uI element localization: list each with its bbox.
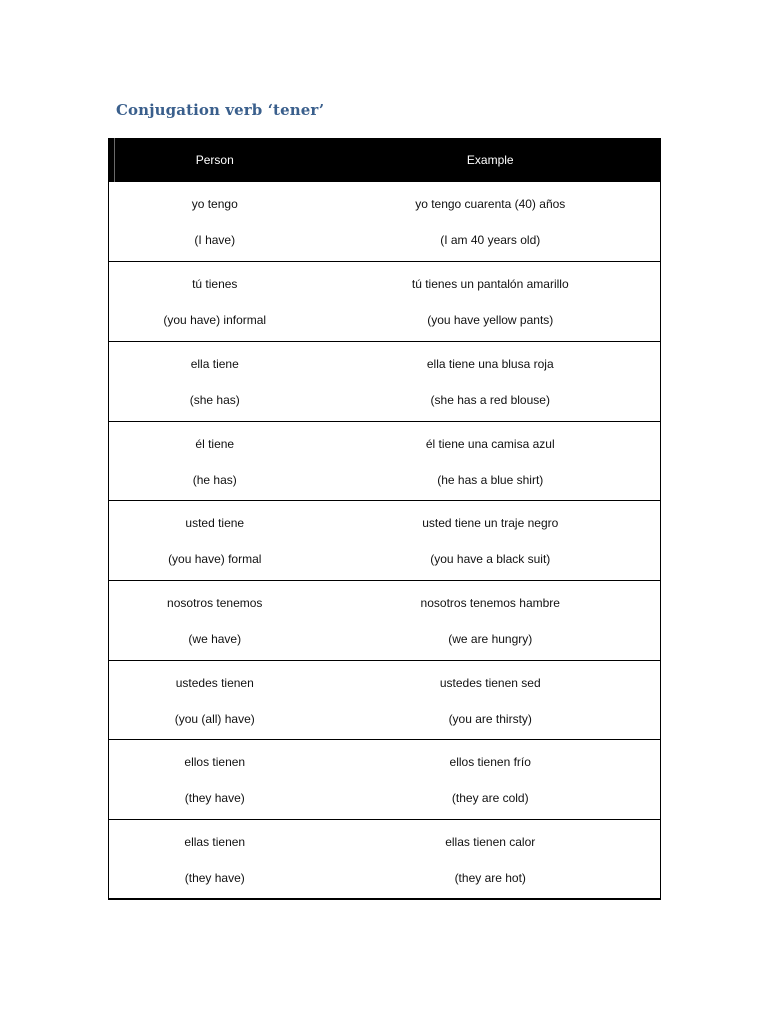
example-spanish: él tiene una camisa azul bbox=[425, 436, 555, 451]
person-cell bbox=[109, 421, 321, 501]
example-spanish: ellas tienen calor bbox=[445, 835, 536, 849]
table-row bbox=[109, 580, 661, 660]
example-english: (he has a blue shirt) bbox=[437, 472, 544, 487]
person-english: (they have) bbox=[184, 871, 245, 885]
table-row bbox=[109, 262, 661, 342]
example-spanish: tú tienes un pantalón amarillo bbox=[411, 277, 569, 292]
person-english: (we have) bbox=[188, 631, 242, 646]
table-row bbox=[109, 182, 661, 262]
table-row bbox=[109, 421, 661, 501]
person-cell bbox=[109, 740, 321, 820]
person-english: (they have) bbox=[184, 791, 245, 806]
example-english: (we are hungry) bbox=[448, 631, 533, 646]
example-english: (you have yellow pants) bbox=[427, 313, 554, 328]
example-english: (they are hot) bbox=[454, 871, 526, 885]
table-row bbox=[109, 341, 661, 421]
person-english: (you (all) have) bbox=[174, 711, 255, 726]
example-cell bbox=[321, 421, 661, 501]
person-cell bbox=[109, 820, 321, 900]
example-english: (you have a black suit) bbox=[430, 552, 551, 567]
table-header-row bbox=[109, 138, 661, 182]
page-title: Conjugation verb ‘tener’ bbox=[116, 101, 325, 119]
example-spanish: ustedes tienen sed bbox=[439, 675, 541, 690]
person-cell bbox=[109, 182, 321, 262]
person-english: (I have) bbox=[194, 233, 236, 247]
example-english: (she has a red blouse) bbox=[430, 392, 550, 407]
example-cell bbox=[321, 262, 661, 342]
example-spanish: nosotros tenemos hambre bbox=[420, 595, 560, 610]
example-spanish: ella tiene una blusa roja bbox=[426, 356, 554, 371]
table-row bbox=[109, 820, 661, 900]
person-spanish: él tiene bbox=[195, 436, 235, 451]
example-cell bbox=[321, 501, 661, 581]
person-english: (he has) bbox=[192, 472, 237, 487]
example-cell bbox=[321, 580, 661, 660]
example-cell bbox=[321, 182, 661, 262]
example-spanish: ellos tienen frío bbox=[449, 755, 531, 770]
example-cell bbox=[321, 341, 661, 421]
table-row bbox=[109, 660, 661, 740]
person-english: (you have) informal bbox=[163, 313, 267, 328]
person-spanish: nosotros tenemos bbox=[167, 595, 263, 610]
person-cell bbox=[109, 262, 321, 342]
person-spanish: usted tiene bbox=[185, 516, 245, 531]
example-spanish: usted tiene un traje negro bbox=[422, 516, 559, 531]
person-english: (she has) bbox=[189, 392, 240, 407]
example-cell bbox=[321, 820, 661, 900]
example-cell bbox=[321, 660, 661, 740]
example-english: (they are cold) bbox=[451, 791, 529, 806]
person-spanish: ellos tienen bbox=[184, 755, 246, 770]
person-cell bbox=[109, 580, 321, 660]
person-spanish: yo tengo bbox=[191, 197, 238, 211]
person-english: (you have) formal bbox=[168, 552, 262, 567]
example-spanish: yo tengo cuarenta (40) años bbox=[415, 197, 566, 211]
person-cell bbox=[109, 341, 321, 421]
column-header-example: Example bbox=[321, 138, 661, 182]
person-spanish: ellas tienen bbox=[184, 835, 246, 849]
example-english: (I am 40 years old) bbox=[440, 233, 541, 247]
example-cell bbox=[321, 740, 661, 820]
table-row bbox=[109, 740, 661, 820]
example-english: (you are thirsty) bbox=[448, 711, 532, 726]
conjugation-table bbox=[108, 138, 661, 900]
column-header-person: Person bbox=[109, 138, 321, 182]
person-cell bbox=[109, 501, 321, 581]
person-spanish: tú tienes bbox=[192, 277, 238, 292]
person-spanish: ustedes tienen bbox=[175, 675, 254, 690]
table-row bbox=[109, 501, 661, 581]
person-spanish: ella tiene bbox=[190, 356, 239, 371]
person-cell bbox=[109, 660, 321, 740]
